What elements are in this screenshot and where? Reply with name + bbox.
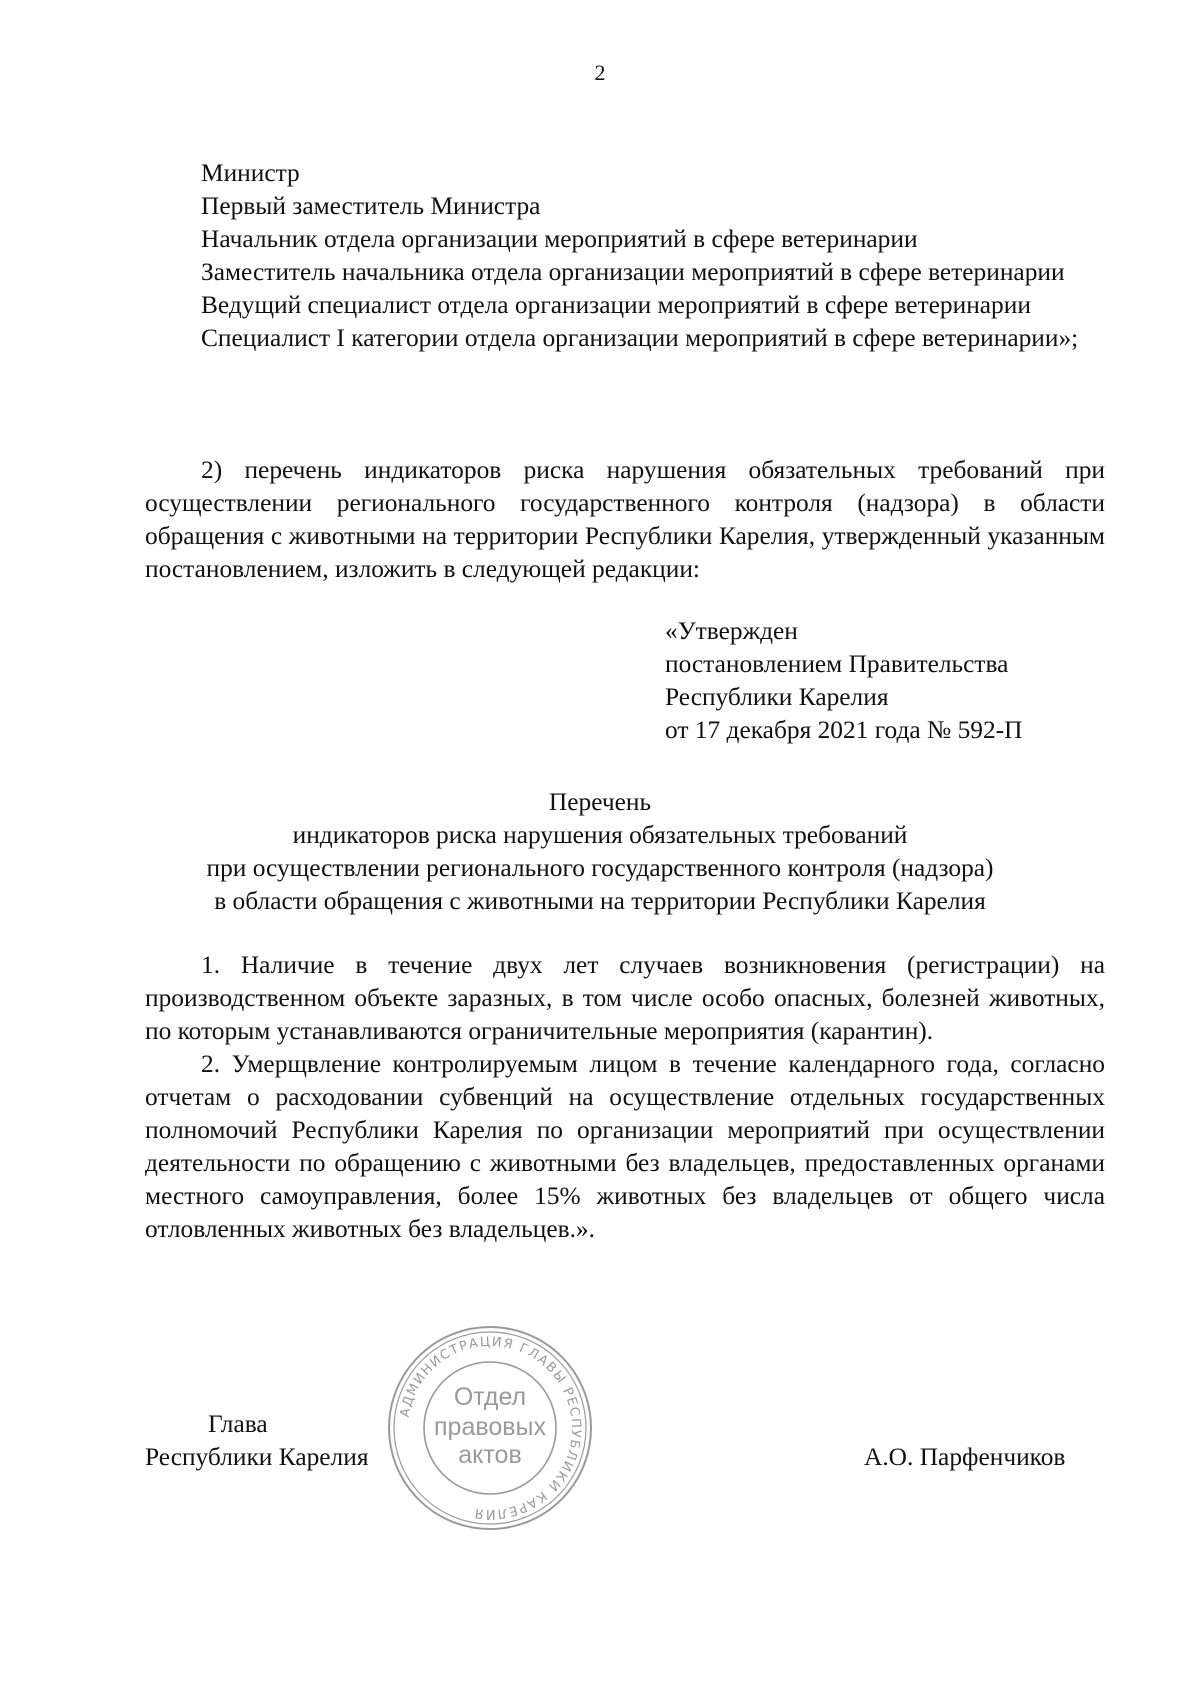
- title-line-2: индикаторов риска нарушения обязательных требований: [292, 821, 908, 849]
- stamp-line-2: правовых: [434, 1413, 546, 1441]
- indicator-item-1: 1. Наличие в течение двух лет случаев возникновения (регистрации) на производственном объекте заразных, в том числе особо опасных, болезней животных, по которым устанавливаются ограничительные мероприятия (карантин).: [145, 951, 1105, 1045]
- stamp-line-1: Отдел: [453, 1383, 527, 1411]
- title-line-4: в области обращения с животными на территории Республики Карелия: [214, 887, 986, 915]
- page-number: 2: [594, 60, 606, 85]
- title-line-3: при осуществлении регионального государственного контроля (надзора): [206, 854, 994, 882]
- approval-line-3: Республики Карелия: [665, 683, 889, 711]
- indicator-item-2: 2. Умерщвление контролируемым лицом в течение календарного года, согласно отчетам о расходовании субвенций на осуществление отдельных государственных полномочий Республики Карелия по организации мероприятий при осуществлении деятельности по обращению с животными без владельцев, предоставленных органами местного самоуправления, более 15% животных без владельцев от общего числа отловленных животных без владельцев.».: [145, 1050, 1105, 1243]
- stamp-ring-text: АДМИНИСТРАЦИЯ ГЛАВЫ РЕСПУБЛИКИ КАРЕЛИЯ: [397, 1334, 584, 1522]
- position-specialist: Специалист I категории отдела организации мероприятий в сфере ветеринарии»;: [201, 324, 1079, 352]
- signatory-title-line-1: Глава: [208, 1410, 268, 1438]
- title-line-1: Перечень: [548, 788, 652, 816]
- signatory-title-line-2: Республики Карелия: [145, 1443, 369, 1471]
- position-leading-specialist: Ведущий специалист отдела организации мероприятий в сфере ветеринарии: [201, 291, 1031, 319]
- stamp-line-3: актов: [458, 1441, 522, 1469]
- amendment-text: 2) перечень индикаторов риска нарушения обязательных требований при осуществлении регионального государственного контроля (надзора) в области обращения с животными на территории Республики Карелия, утвержденный указанным постановлением, изложить в следующей редакции:: [145, 456, 1105, 583]
- approval-block: [665, 615, 1022, 747]
- seal-stamp-icon: [385, 1323, 595, 1533]
- position-minister: Министр: [201, 159, 300, 187]
- signatory-title: [145, 1408, 369, 1474]
- amendment-paragraph: [145, 454, 1105, 586]
- signatory-name: А.О. Парфенчиков: [864, 1443, 1066, 1471]
- approval-line-2: постановлением Правительства: [665, 650, 1009, 678]
- list-title: [0, 786, 1200, 918]
- position-deputy-head: Заместитель начальника отдела организации мероприятий в сфере ветеринарии: [201, 258, 1065, 286]
- position-first-deputy: Первый заместитель Министра: [201, 192, 541, 220]
- approval-line-1: «Утвержден: [665, 617, 798, 645]
- approval-line-4: от 17 декабря 2021 года № 592-П: [665, 716, 1023, 744]
- position-list: [145, 157, 1105, 355]
- position-department-head: Начальник отдела организации мероприятий в сфере ветеринарии: [201, 225, 918, 253]
- indicator-list: [145, 949, 1105, 1246]
